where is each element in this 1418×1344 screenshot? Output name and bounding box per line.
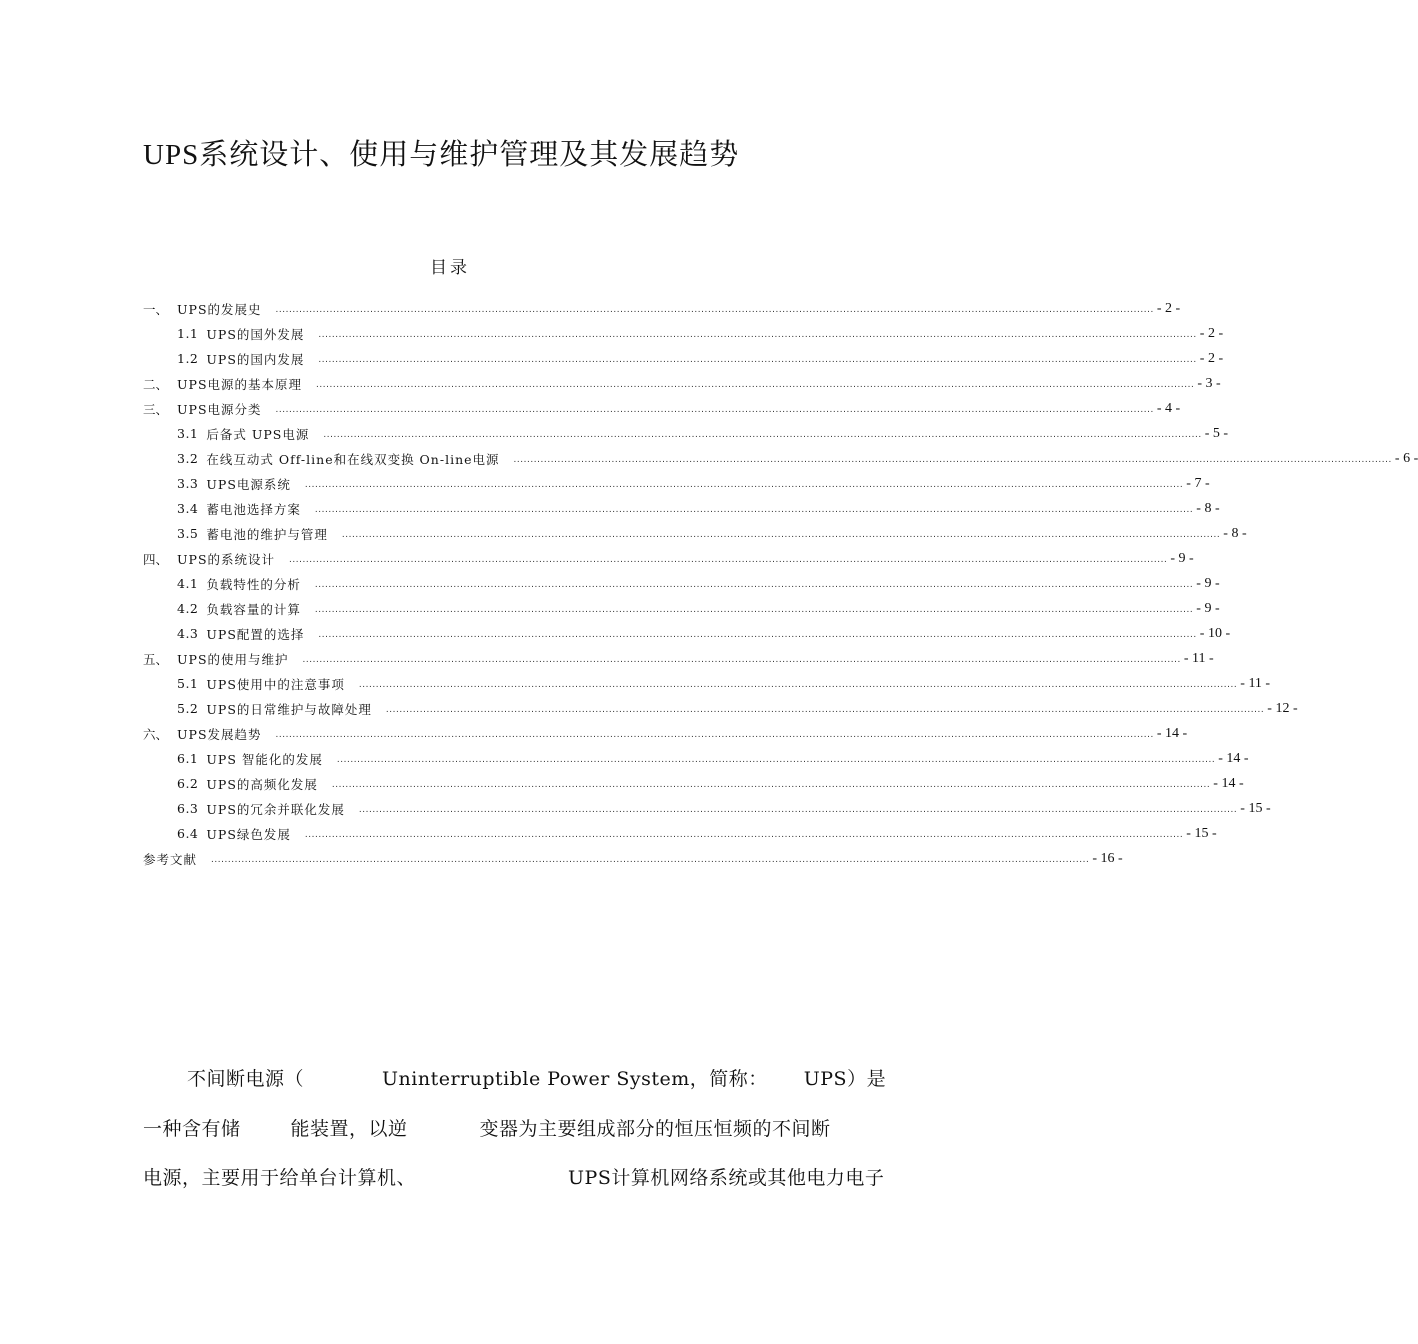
body-paragraph-line-2 xyxy=(143,1114,831,1141)
body-paragraph-line-3 xyxy=(143,1163,885,1190)
toc-entry[interactable] xyxy=(143,546,1194,571)
toc-leader-dots: .................................................................................................................................................................................................................................................................... xyxy=(513,454,1392,465)
toc-entry-label: 后备式 UPS电源 xyxy=(206,426,310,442)
toc-entry-page: - 12 - xyxy=(1267,700,1298,716)
toc-leader-dots: .................................................................................................................................................................................................................................................................... xyxy=(336,754,1216,765)
para-text: 变器为主要组成部分的恒压恒频的不间断 xyxy=(479,1118,831,1140)
toc-entry[interactable] xyxy=(143,321,1224,346)
toc-leader-dots: .................................................................................................................................................................................................................................................................... xyxy=(341,529,1221,540)
toc-entry-page: - 11 - xyxy=(1240,675,1271,691)
toc-entry-number: 1.1 xyxy=(177,326,199,341)
toc-entry-label: UPS的高频化发展 xyxy=(206,776,318,792)
toc-entry-page: - 8 - xyxy=(1196,500,1220,516)
toc-entry-number: 4.3 xyxy=(177,626,199,641)
toc-leader-dots: .................................................................................................................................................................................................................................................................... xyxy=(318,354,1197,365)
toc-entry-page: - 15 - xyxy=(1186,825,1217,841)
toc-entry-number: 6.4 xyxy=(177,826,199,841)
toc-entry[interactable] xyxy=(143,771,1244,796)
toc-leader-dots: .................................................................................................................................................................................................................................................................... xyxy=(275,304,1154,315)
toc-entry-label: UPS的国外发展 xyxy=(206,326,305,342)
toc-entry-page: - 9 - xyxy=(1170,550,1194,566)
toc-entry-number: 1.2 xyxy=(177,351,199,366)
toc-leader-dots: .................................................................................................................................................................................................................................................................... xyxy=(304,479,1184,490)
toc-entry-number: 6.1 xyxy=(177,751,199,766)
toc-entry[interactable] xyxy=(143,846,1123,871)
toc-entry-label: 负载特性的分析 xyxy=(206,576,301,592)
toc-entry[interactable] xyxy=(143,621,1231,646)
toc-entry-label: UPS电源系统 xyxy=(206,476,291,492)
document-title: UPS系统设计、使用与维护管理及其发展趋势 xyxy=(143,139,740,171)
toc-entry[interactable] xyxy=(143,421,1229,446)
toc-entry-label: UPS的系统设计 xyxy=(177,551,276,567)
toc-leader-dots: .................................................................................................................................................................................................................................................................... xyxy=(275,729,1154,740)
toc-entry-number: 3.5 xyxy=(177,526,199,541)
toc-entry[interactable] xyxy=(143,796,1271,821)
toc-entry-number: 一、 xyxy=(143,301,169,317)
toc-leader-dots: .................................................................................................................................................................................................................................................................... xyxy=(314,579,1194,590)
toc-entry-number: 4.1 xyxy=(177,576,199,591)
toc-leader-dots: .................................................................................................................................................................................................................................................................... xyxy=(314,604,1194,615)
toc-leader-dots: .................................................................................................................................................................................................................................................................... xyxy=(211,854,1090,865)
toc-entry-number: 3.2 xyxy=(177,451,199,466)
toc-entry-page: - 9 - xyxy=(1196,600,1220,616)
toc-entry-number: 3.4 xyxy=(177,501,199,516)
toc-entry[interactable] xyxy=(143,346,1224,371)
toc-entry-label: 参考文献 xyxy=(143,851,198,867)
toc-entry-label: 负载容量的计算 xyxy=(206,601,301,617)
para-text: 不间断电源（ xyxy=(187,1068,305,1090)
toc-entry-label: UPS的发展史 xyxy=(177,301,262,317)
toc-entry-label: UPS 智能化的发展 xyxy=(206,751,323,767)
toc-entry[interactable] xyxy=(143,721,1188,746)
toc-leader-dots: .................................................................................................................................................................................................................................................................... xyxy=(275,404,1154,415)
toc-entry-page: - 16 - xyxy=(1092,850,1123,866)
toc-entry[interactable] xyxy=(143,396,1181,421)
para-text: 能装置，以逆 xyxy=(290,1118,408,1140)
toc-entry[interactable] xyxy=(143,696,1298,721)
toc-entry-page: - 15 - xyxy=(1240,800,1271,816)
toc-leader-dots: .................................................................................................................................................................................................................................................................... xyxy=(314,504,1194,515)
toc-leader-dots: .................................................................................................................................................................................................................................................................... xyxy=(323,429,1202,440)
table-of-contents xyxy=(143,296,1418,871)
toc-entry-page: - 14 - xyxy=(1156,725,1188,741)
toc-entry[interactable] xyxy=(143,496,1220,521)
toc-entry[interactable] xyxy=(143,746,1249,771)
toc-leader-dots: .................................................................................................................................................................................................................................................................... xyxy=(358,804,1238,815)
toc-entry[interactable] xyxy=(143,671,1271,696)
toc-entry[interactable] xyxy=(143,646,1214,671)
toc-entry-page: - 2 - xyxy=(1199,325,1224,341)
para-text: 电源，主要用于给单台计算机、 xyxy=(143,1167,417,1189)
toc-entry-page: - 9 - xyxy=(1196,575,1220,591)
toc-entry-page: - 5 - xyxy=(1204,425,1229,441)
toc-entry-label: 蓄电池的维护与管理 xyxy=(206,526,328,542)
toc-entry-number: 3.1 xyxy=(177,426,199,441)
toc-leader-dots: .................................................................................................................................................................................................................................................................... xyxy=(331,779,1211,790)
para-text: UPS计算机网络系统或其他电力电子 xyxy=(568,1167,885,1189)
body-paragraph-line-1 xyxy=(143,1064,887,1091)
toc-entry-label: UPS的使用与维护 xyxy=(177,651,289,667)
toc-entry-page: - 4 - xyxy=(1156,400,1181,416)
toc-entry[interactable] xyxy=(143,821,1217,846)
toc-entry-number: 6.3 xyxy=(177,801,199,816)
toc-entry-number: 六、 xyxy=(143,726,169,742)
toc-entry-number: 三、 xyxy=(143,401,169,417)
toc-entry-number: 3.3 xyxy=(177,476,199,491)
toc-entry-label: UPS电源分类 xyxy=(177,401,262,417)
toc-heading: 目录 xyxy=(430,258,470,278)
toc-entry-page: - 2 - xyxy=(1199,350,1224,366)
toc-entry-label: UPS使用中的注意事项 xyxy=(206,676,345,692)
toc-entry-page: - 6 - xyxy=(1394,450,1418,466)
toc-entry[interactable] xyxy=(143,571,1220,596)
toc-leader-dots: .................................................................................................................................................................................................................................................................... xyxy=(289,554,1168,565)
toc-leader-dots: .................................................................................................................................................................................................................................................................... xyxy=(304,829,1184,840)
toc-entry-label: UPS电源的基本原理 xyxy=(177,376,303,392)
toc-entry-label: UPS的日常维护与故障处理 xyxy=(206,701,372,717)
toc-leader-dots: .................................................................................................................................................................................................................................................................... xyxy=(318,629,1197,640)
toc-entry-label: UPS发展趋势 xyxy=(177,726,262,742)
toc-entry[interactable] xyxy=(143,371,1221,396)
toc-leader-dots: .................................................................................................................................................................................................................................................................... xyxy=(318,329,1197,340)
toc-entry-number: 五、 xyxy=(143,651,169,667)
para-text: 一种含有储 xyxy=(143,1118,241,1140)
toc-entry[interactable] xyxy=(143,471,1210,496)
toc-entry-number: 4.2 xyxy=(177,601,199,616)
toc-entry-page: - 14 - xyxy=(1218,750,1249,766)
para-text: Uninterruptible Power System，简称： xyxy=(382,1068,768,1090)
toc-entry-label: 在线互动式 Off-line和在线双变换 On-line电源 xyxy=(206,451,500,467)
toc-entry-page: - 3 - xyxy=(1197,375,1221,391)
toc-entry[interactable] xyxy=(143,296,1181,321)
toc-entry-number: 5.1 xyxy=(177,676,199,691)
toc-entry-number: 二、 xyxy=(143,376,169,392)
toc-entry-page: - 14 - xyxy=(1213,775,1244,791)
toc-entry[interactable] xyxy=(143,521,1247,546)
toc-entry-page: - 10 - xyxy=(1199,625,1231,641)
toc-entry-label: UPS配置的选择 xyxy=(206,626,305,642)
toc-entry[interactable] xyxy=(143,446,1418,471)
toc-entry-page: - 11 - xyxy=(1183,650,1214,666)
toc-entry-label: UPS的冗余并联化发展 xyxy=(206,801,345,817)
toc-leader-dots: .................................................................................................................................................................................................................................................................... xyxy=(316,379,1195,390)
toc-leader-dots: .................................................................................................................................................................................................................................................................... xyxy=(385,704,1265,715)
toc-entry[interactable] xyxy=(143,596,1220,621)
toc-entry-number: 四、 xyxy=(143,551,169,567)
toc-entry-page: - 7 - xyxy=(1186,475,1210,491)
para-text: UPS）是 xyxy=(803,1068,887,1090)
toc-entry-number: 6.2 xyxy=(177,776,199,791)
toc-entry-label: UPS绿色发展 xyxy=(206,826,291,842)
toc-leader-dots: .................................................................................................................................................................................................................................................................... xyxy=(302,654,1181,665)
toc-entry-label: UPS的国内发展 xyxy=(206,351,305,367)
toc-entry-page: - 8 - xyxy=(1223,525,1247,541)
toc-entry-label: 蓄电池选择方案 xyxy=(206,501,301,517)
toc-entry-page: - 2 - xyxy=(1156,300,1181,316)
toc-entry-number: 5.2 xyxy=(177,701,199,716)
toc-leader-dots: .................................................................................................................................................................................................................................................................... xyxy=(358,679,1238,690)
